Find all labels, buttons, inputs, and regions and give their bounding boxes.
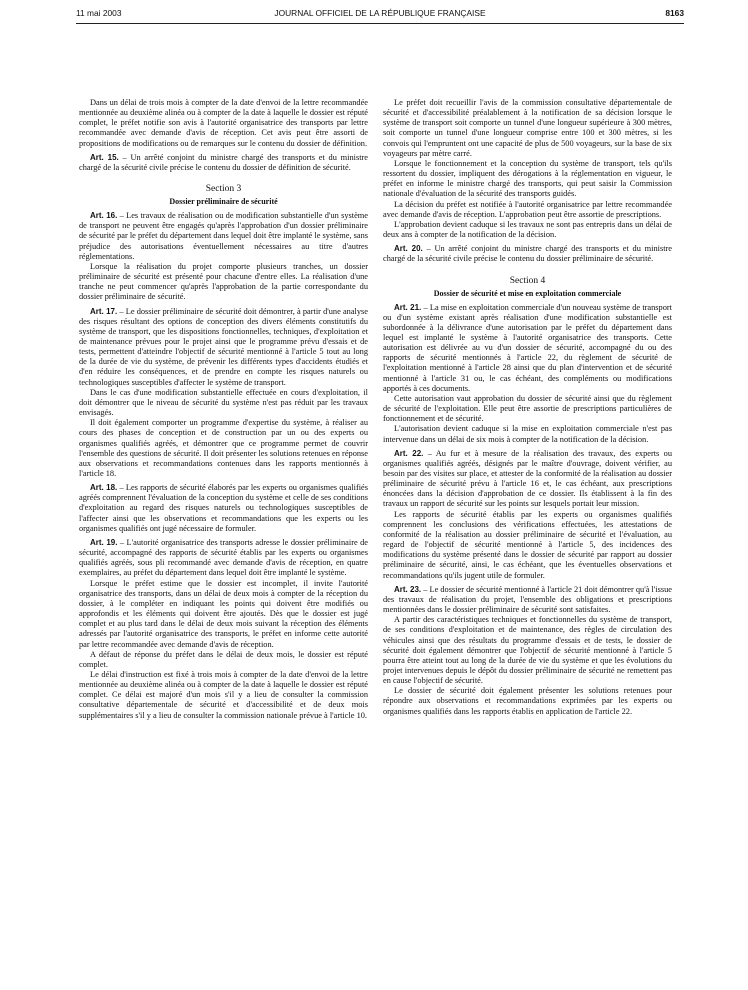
section-title: Section 4 (509, 275, 546, 286)
article-text: – Les rapports de sécurité élaborés par les experts ou organismes qualifiés agréés comprennent l'évaluation de la conception du système et celle de ses conditions d'exploitation au regard des risques naturels ou technologiques susceptibles de l'affecter ainsi que les observations et recommandations que les experts ou les organismes qualifiés ont jugé nécessaire de formuler. (79, 483, 369, 533)
article-text: – Le dossier préliminaire de sécurité doit démontrer, à partir d'une analyse des risques résultant des options de conception des divers éléments constitutifs du système de transport, que les dispositions fonctionnelles, techniques, d'exploitation et de maintenance prévues pour le projet ainsi que le programme prévu d'essais et de tests, permettent d'atteindre l'objectif de sécurité mentionné à l'article 5 tout au long de la durée de vie du système, de prévenir les différents types d'accidents étudiés et d'en réduire les conséquences, et de prendre en compte les risques naturels ou technologiques susceptibles d'affecter le système de transport. (79, 306, 368, 387)
paragraph: Le préfet doit recueillir l'avis de la commission consultative départementale de sécurité et d'accessibilité préalablement à la notification de sa décision lorsque le système de transport soit comporte un tunnel d'une longueur supérieure à 300 mètres, soit comporte un tunnel d'une longueur comprise entre 100 et 300 mètres, si les convois qui l'empruntent ont une capacité de plus de 500 voyageurs, sur la base de six voyageurs par mètre carré. (383, 98, 672, 158)
article-paragraph (79, 211, 368, 262)
paragraph: A défaut de réponse du préfet dans le délai de deux mois, le dossier est réputé complet. (79, 649, 368, 669)
article-paragraph (383, 585, 672, 615)
article-paragraph (383, 449, 672, 510)
left-column (79, 98, 368, 721)
paragraph: Le délai d'instruction est fixé à trois mois à compter de la date d'envoi de la lettre mentionnée au deuxième alinéa ou à compter de la date à laquelle le dossier est réputé complet. Ce délai est majoré d'un mois s'il y a lieu de consulter la commission consultative départementale de sécurité et d'accessibilité et de deux mois supplémentaires s'il y a lieu de consulter la commission nationale prévue à l'article 10. (79, 669, 368, 720)
article-label: Art. 23. (394, 584, 422, 594)
paragraph: Dans le cas d'une modification substantielle effectuée en cours d'exploitation, il doit démontrer que le niveau de sécurité du système n'est pas réduit par les travaux envisagés. (79, 387, 368, 418)
article-text: – Au fur et à mesure de la réalisation des travaux, des experts ou organismes qualifiés agréés, désignés par le maître d'ouvrage, doivent vérifier, au besoin par des visites sur place, et attester de la conformité de la réalisation au dossier préliminaire de sécurité prévu à l'article 16 et, le cas échéant, aux prescriptions énoncées dans la décision d'approbation de ce dossier. Ils établissent à la fin des travaux un rapport de sécurité sur les points sur lesquels portait leur mission. (383, 448, 672, 509)
paragraph: Cette autorisation vaut approbation du dossier de sécurité ainsi que du règlement de sécurité de l'exploitation. Elle peut être assortie de prescriptions particulières de fonctionnement et de sécurité. (383, 393, 672, 424)
paragraph: A partir des caractéristiques techniques et fonctionnelles du système de transport, de ses conditions d'exploitation et de maintenance, des règles de circulation des véhicules ainsi que des résultats du programme d'essais et de tests, le dossier de sécurité doit également démontrer que l'objectif de sécurité mentionné à l'article 5 pourra être atteint tout au long de la durée de vie du système et que les évolutions du projet intervenues depuis le dépôt du dossier préliminaire de sécurité ne remettent pas en cause l'objectif de sécurité. (383, 615, 672, 686)
article-label: Art. 20. (394, 244, 423, 254)
article-text: – Les travaux de réalisation ou de modification substantielle d'un système de transport ne peuvent être engagés qu'après l'approbation d'un dossier préliminaire de sécurité par le préfet du département dans lequel doit être implanté le système, sans préjudice des autorisations éventuellement nécessaires au titre d'autres réglementations. (79, 211, 368, 261)
article-label: Art. 21. (394, 302, 422, 312)
header-page-number: 8163 (665, 8, 684, 18)
paragraph: La décision du préfet est notifiée à l'autorité organisatrice par lettre recommandée avec demande d'avis de réception. L'approbation peut être assortie de prescriptions. (383, 199, 672, 219)
paragraph: Lorsque la réalisation du projet comporte plusieurs tranches, un dossier préliminaire de sécurité est présenté pour chacune d'entre elles. La réalisation d'une tranche ne peut commencer qu'après l'approbation de la partie correspondante du dossier préliminaire de sécurité. (79, 261, 368, 302)
article-paragraph (79, 483, 368, 534)
paragraph: Il doit également comporter un programme d'expertise du système, à réaliser au cours des phases de conception et de construction par un ou des experts ou organismes qualifiés agréés, et démontrer que ce programme permet de couvrir l'ensemble des questions de sécurité. Il doit présenter les solutions retenues en réponse aux observations et recommandations contenues dans les rapports mentionnés à l'article 18. (79, 418, 368, 478)
article-text: – Le dossier de sécurité mentionné à l'article 21 doit démontrer qu'à l'issue des travaux de réalisation du projet, l'ensemble des obligations et prescriptions mentionnées dans le dossier préliminaire de sécurité sont satisfaites. (383, 584, 673, 615)
article-label: Art. 15. (90, 152, 119, 162)
header-date: 11 mai 2003 (76, 8, 122, 18)
paragraph: L'autorisation devient caduque si la mise en exploitation commerciale n'est pas intervenue dans un délai de six mois à compter de la notification de la décision. (383, 424, 672, 444)
article-label: Art. 18. (90, 483, 118, 493)
paragraph: Lorsque le fonctionnement et la conception du système de transport, tels qu'ils ressortent du dossier, impliquent des dérogations à la réglementation en vigueur, le préfet en informe le ministre chargé des transports, qui peut saisir la Commission nationale d'évaluation de la sécurité des transports guidés. (383, 158, 672, 199)
paragraph: Dans un délai de trois mois à compter de la date d'envoi de la lettre recommandée mentionnée au deuxième alinéa ou à compter de la date à laquelle le dossier est réputé complet, le préfet notifie son avis à l'autorité organisatrice des transports par lettre recommandée avec demande d'avis de réception. Cet avis peut être assorti de propositions de modifications ou de remarques sur le contenu du dossier de définition. (79, 98, 368, 148)
section-heading (79, 182, 368, 207)
article-paragraph (383, 303, 672, 394)
paragraph: Lorsque le préfet estime que le dossier est incomplet, il invite l'autorité organisatrice des transports, dans un délai de deux mois à compter de la réception du dossier, à le compléter en indiquant les points qui doivent être modifiés ou approfondis et les éléments qui doivent être ajoutés. Dès que le dossier est jugé complet et au plus tard dans le délai de deux mois suivant la réception des éléments adressés par l'autorité organisatrice des transports, le préfet en informe cette autorité par lettre recommandée avec demande d'avis de réception. (79, 578, 368, 649)
article-text: – Un arrêté conjoint du ministre chargé des transports et du ministre chargé de la sécurité civile précise le contenu du dossier de définition de sécurité. (79, 152, 368, 172)
article-paragraph (79, 153, 368, 173)
article-text: – La mise en exploitation commerciale d'un nouveau système de transport ou d'un système existant après réalisation d'une modification substantielle est subordonnée à la délivrance d'une autorisation par le préfet du département dans lequel est implanté le système à l'autorité organisatrice des transports. Cette autorisation est délivrée au vu d'un dossier de sécurité, accompagné du ou des rapports de sécurité mentionnés à l'article 22, du règlement de sécurité de l'exploitation mentionné à l'article 28 ainsi que du plan d'intervention et de sécurité mentionné à l'article 31 ou, le cas échéant, des compléments ou modifications apportés à ces documents. (383, 302, 672, 393)
section-heading (383, 274, 672, 299)
article-text: – L'autorité organisatrice des transports adresse le dossier préliminaire de sécurité, accompagné des rapports de sécurité établis par les experts ou organismes qualifiés agréés, sous pli recommandé avec demande d'avis de réception, en quatre exemplaires, au préfet du département dans lequel doit être implanté le système. (79, 537, 368, 578)
section-subtitle: Dossier préliminaire de sécurité (169, 197, 278, 207)
paragraph: L'approbation devient caduque si les travaux ne sont pas entrepris dans un délai de deux ans à compter de la notification de la décision. (383, 219, 672, 240)
section-title: Section 3 (205, 184, 242, 195)
article-text: – Un arrêté conjoint du ministre chargé des transports et du ministre chargé de la sécurité civile précise le contenu du dossier préliminaire de sécurité. (383, 244, 672, 264)
paragraph: Le dossier de sécurité doit également présenter les solutions retenues pour répondre aux observations et recommandations exprimées par les experts ou organismes qualifiés dans les rapports établis en application de l'article 22. (383, 686, 672, 716)
paragraph: Les rapports de sécurité établis par les experts ou organismes qualifiés comprennent les conclusions des vérifications effectuées, les attestations de conformité de la réalisation au dossier préliminaire de sécurité et l'évaluation, au regard de l'objectif de sécurité mentionné à l'article 5, des incidences des modifications du système présenté dans le dossier de sécurité par rapport au dossier préliminaire de sécurité, ainsi, le cas échéant, que les éventuelles observations et recommandations qu'ils jugent utile de formuler. (383, 509, 672, 580)
header-journal-title: JOURNAL OFFICIEL DE LA RÉPUBLIQUE FRANÇAISE (274, 8, 486, 18)
article-label: Art. 17. (90, 306, 118, 316)
article-paragraph (383, 244, 672, 264)
article-label: Art. 22. (394, 448, 424, 458)
article-label: Art. 19. (90, 537, 118, 547)
article-paragraph (79, 307, 368, 388)
right-column (383, 98, 672, 717)
article-label: Art. 16. (90, 211, 118, 221)
article-paragraph (79, 538, 368, 579)
section-subtitle: Dossier de sécurité et mise en exploitation commerciale (433, 288, 622, 298)
page-header (76, 7, 684, 24)
